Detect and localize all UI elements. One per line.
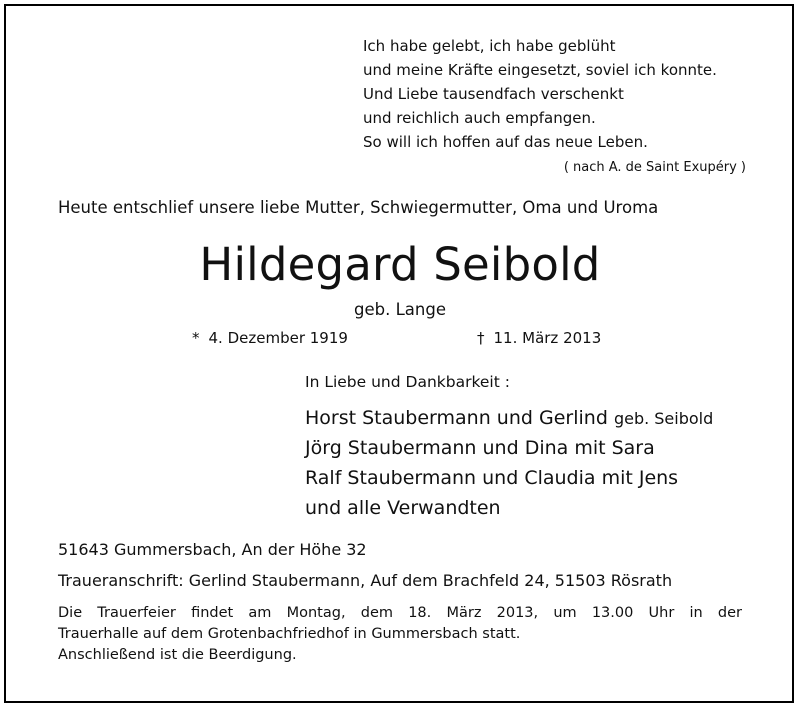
ceremony-line: Trauerhalle auf dem Grotenbachfriedhof in Gummersbach statt.: [58, 626, 521, 642]
poem-line: Und Liebe tausendfach verschenkt: [363, 85, 624, 103]
birth-info: [192, 329, 348, 347]
ceremony-line: Anschließend ist die Beerdigung.: [58, 647, 297, 663]
ceremony-details: [58, 603, 742, 666]
mourner-line: Ralf Staubermann und Claudia mit Jens: [305, 467, 679, 489]
birth-date: 4. Dezember 1919: [208, 329, 348, 347]
mourner-line: Jörg Staubermann und Dina mit Sara: [305, 437, 655, 459]
death-symbol: †: [477, 329, 485, 347]
poem-line: und meine Kräfte eingesetzt, soviel ich konnte.: [363, 61, 717, 79]
birth-symbol: *: [192, 329, 200, 347]
mourner-maiden-name: geb. Seibold: [613, 409, 714, 428]
intro-text: Heute entschlief unsere liebe Mutter, Schwiegermutter, Oma und Uroma: [58, 198, 659, 217]
mourner-line: [305, 403, 713, 433]
residence-address: 51643 Gummersbach, An der Höhe 32: [58, 540, 367, 559]
poem: [363, 34, 717, 154]
poem-attribution: ( nach A. de Saint Exupéry ): [563, 160, 746, 175]
mourners-list: [305, 403, 713, 523]
deceased-name: Hildegard Seibold: [199, 238, 601, 291]
ceremony-line: Die Trauerfeier findet am Montag, dem 18. März 2013, um 13.00 Uhr in der: [58, 605, 742, 621]
death-date: 11. März 2013: [493, 329, 602, 347]
maiden-name: geb. Lange: [354, 300, 446, 319]
mourning-address: Traueranschrift: Gerlind Staubermann, Auf dem Brachfeld 24, 51503 Rösrath: [58, 571, 673, 590]
poem-line: und reichlich auch empfangen.: [363, 109, 596, 127]
death-info: [477, 329, 601, 347]
mourner-name: Horst Staubermann und Gerlind: [305, 407, 608, 429]
poem-line: So will ich hoffen auf das neue Leben.: [363, 133, 648, 151]
poem-line: Ich habe gelebt, ich habe geblüht: [363, 37, 616, 55]
mourners-heading: In Liebe und Dankbarkeit :: [305, 373, 510, 391]
mourner-line: und alle Verwandten: [305, 497, 501, 519]
